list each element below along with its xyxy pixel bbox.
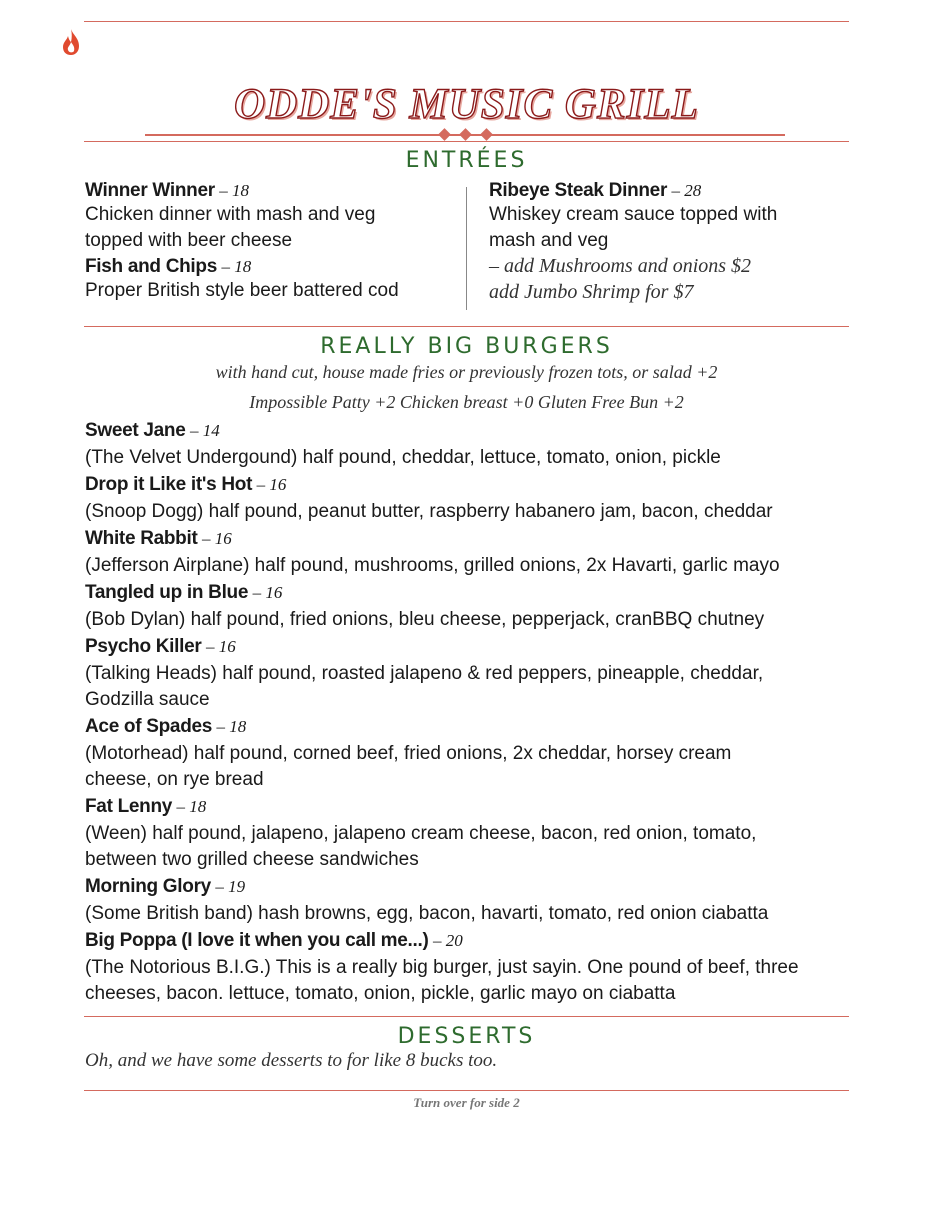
menu-item	[85, 180, 445, 253]
item-desc: (The Notorious B.I.G.) This is a really big burger, just sayin. One pound of beef, three	[85, 957, 799, 978]
item-name: Tangled up in Blue	[85, 582, 249, 603]
desserts-text: Oh, and we have some desserts to for like 8 bucks too.	[85, 1050, 498, 1071]
menu-item	[85, 714, 845, 793]
item-desc: Proper British style beer battered cod	[85, 280, 399, 301]
menu-item	[85, 418, 845, 471]
item-price: – 16	[256, 475, 287, 494]
item-addon: add Jumbo Shrimp for $7	[489, 281, 694, 303]
menu-item	[85, 526, 845, 579]
item-desc: Chicken dinner with mash and veg	[85, 204, 376, 225]
item-name: Fish and Chips	[85, 256, 217, 277]
menu-item	[489, 180, 849, 305]
burgers-divider	[84, 1016, 849, 1017]
item-price: – 18	[176, 797, 207, 816]
item-addon: – add Mushrooms and onions $2	[489, 255, 752, 277]
item-price: – 16	[205, 637, 236, 656]
menu-item	[85, 256, 445, 304]
menu-item	[85, 580, 845, 633]
item-desc: mash and veg	[489, 229, 609, 251]
item-name: Ace of Spades	[85, 716, 213, 737]
item-desc: (Motorhead) half pound, corned beef, fried onions, 2x cheddar, horsey cream	[85, 743, 732, 764]
item-price: – 18	[221, 257, 252, 276]
item-price: – 19	[215, 877, 246, 896]
item-desc: topped with beer cheese	[85, 229, 293, 251]
item-desc: (Snoop Dogg) half pound, peanut butter, raspberry habanero jam, bacon, cheddar	[85, 501, 773, 522]
desserts-heading: DESSERTS	[397, 1024, 536, 1049]
item-name: Big Poppa (I love it when you call me...)	[85, 930, 429, 951]
footer-note: Turn over for side 2	[413, 1095, 520, 1110]
entrees-heading: ENTRÉES	[405, 148, 528, 173]
menu-item	[85, 874, 845, 927]
entrees-right-column	[489, 180, 849, 305]
burger-list	[85, 418, 845, 1007]
rule-diamond	[480, 128, 493, 141]
item-price: – 18	[216, 717, 247, 736]
item-name: Sweet Jane	[85, 420, 186, 441]
item-desc: between two grilled cheese sandwiches	[85, 849, 419, 870]
menu-item	[85, 794, 845, 873]
flame-icon	[59, 28, 83, 56]
item-desc: Whiskey cream sauce topped with	[489, 204, 778, 225]
menu-item	[85, 472, 845, 525]
item-desc: (Some British band) hash browns, egg, bacon, havarti, tomato, red onion ciabatta	[85, 903, 769, 924]
page-title: ODDE'S MUSIC GRILL	[234, 81, 699, 128]
item-price: – 20	[432, 931, 463, 950]
item-price: – 28	[671, 181, 702, 200]
item-price: – 16	[252, 583, 283, 602]
burgers-subtitle: with hand cut, house made fries or previously frozen tots, or salad +2	[215, 362, 718, 382]
item-price: – 14	[189, 421, 220, 440]
item-desc: (The Velvet Undergound) half pound, cheddar, lettuce, tomato, onion, pickle	[85, 447, 721, 468]
column-divider	[466, 187, 467, 310]
menu-item	[85, 634, 845, 713]
rule-diamond	[438, 128, 451, 141]
rule-diamond	[459, 128, 472, 141]
item-desc: Godzilla sauce	[85, 689, 210, 710]
item-desc: cheeses, bacon. lettuce, tomato, onion, pickle, garlic mayo on ciabatta	[85, 983, 676, 1004]
item-name: Morning Glory	[85, 876, 211, 897]
item-desc: cheese, on rye bread	[85, 769, 264, 790]
item-name: Winner Winner	[85, 180, 215, 201]
item-desc: (Talking Heads) half pound, roasted jalapeno & red peppers, pineapple, cheddar,	[85, 663, 764, 684]
item-desc: (Jefferson Airplane) half pound, mushrooms, grilled onions, 2x Havarti, garlic mayo	[85, 555, 780, 576]
burgers-heading: REALLY BIG BURGERS	[320, 334, 613, 359]
item-name: Ribeye Steak Dinner	[489, 180, 668, 201]
entrees-left-column	[85, 180, 445, 304]
item-desc: (Bob Dylan) half pound, fried onions, bleu cheese, pepperjack, cranBBQ chutney	[85, 609, 765, 630]
item-name: White Rabbit	[85, 528, 198, 549]
item-desc: (Ween) half pound, jalapeno, jalapeno cream cheese, bacon, red onion, tomato,	[85, 823, 757, 844]
menu-item	[85, 928, 845, 1007]
entrees-divider	[84, 326, 849, 327]
header-divider	[84, 141, 849, 142]
item-name: Fat Lenny	[85, 796, 173, 817]
item-name: Drop it Like it's Hot	[85, 474, 253, 495]
footer-divider	[84, 1090, 849, 1091]
item-name: Psycho Killer	[85, 636, 202, 657]
top-divider	[84, 21, 849, 22]
burgers-options: Impossible Patty +2 Chicken breast +0 Gluten Free Bun +2	[249, 392, 684, 412]
item-price: – 16	[201, 529, 232, 548]
item-price: – 18	[219, 181, 250, 200]
